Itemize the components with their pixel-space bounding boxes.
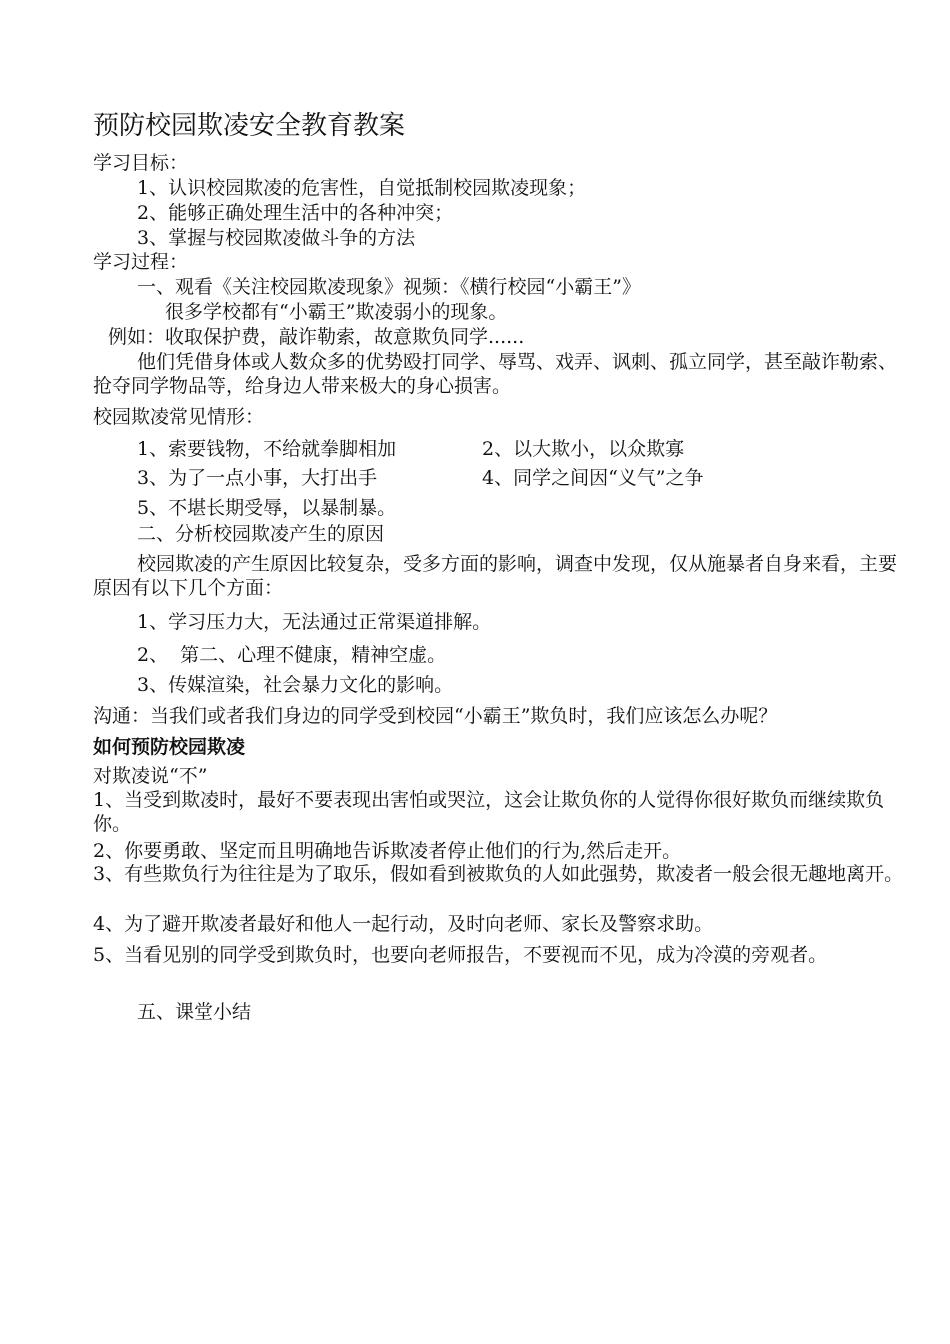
prevent-item: 2、你要勇敢、坚定而且明确地告诉欺凌者停止他们的行为,然后走开。 [93,840,682,862]
cause-item: 3、传媒渲染，社会暴力文化的影响。 [137,674,454,696]
prevent-subheading: 对欺凌说“不” [93,765,208,787]
prevent-item: 4、为了避开欺凌者最好和他人一起行动，及时向老师、家长及警察求助。 [93,913,714,935]
forms-heading: 校园欺凌常见情形： [93,406,265,428]
cause-item: 1、学习压力大，无法通过正常渠道排解。 [137,611,492,633]
form-item: 1、索要钱物，不给就拳脚相加 [137,438,397,460]
prevent-item: 5、当看见别的同学受到欺负时，也要向老师报告，不要视而不见，成为冷漠的旁观者。 [93,944,828,966]
document-title: 预防校园欺凌安全教育教案 [93,111,406,141]
harm-paragraph: 他们凭借身体或人数众多的优势殴打同学、辱骂、戏弄、讽刺、孤立同学，甚至敲诈勒索、抢夺同学物品等，给身边人带来极大的身心损害。 [93,351,898,397]
form-item: 4、同学之间因“义气”之争 [482,467,704,489]
prevent-heading: 如何预防校园欺凌 [93,736,246,758]
prevent-item: 3、有些欺负行为往往是为了取乐，假如看到被欺负的人如此强势，欺凌者一般会很无趣地离开。 [93,863,904,885]
cause-item: 2、 第二、心理不健康，精神空虚。 [137,644,447,666]
goal-item: 3、掌握与校园欺凌做斗争的方法 [137,227,416,249]
process-example: 例如：收取保护费，敲诈勒索，故意欺负同学...... [108,326,525,348]
goal-item: 1、认识校园欺凌的危害性，自觉抵制校园欺凌现象； [137,177,587,199]
goal-item: 2、能够正确处理生活中的各种冲突； [137,202,454,224]
process-step-1-note: 很多学校都有“小霸王”欺凌弱小的现象。 [165,301,508,323]
prevent-item: 1、当受到欺凌时，最好不要表现出害怕或哭泣，这会让欺负你的人觉得你很好欺负而继续欺负你。 [93,789,885,835]
forms-row-2 [137,466,950,490]
form-item: 3、为了一点小事，大打出手 [137,467,378,489]
process-step-1: 一、观看《关注校园欺凌现象》视频：《横行校园“小霸王”》 [137,276,641,298]
process-heading: 学习过程： [93,251,189,273]
form-item: 2、以大欺小，以众欺寡 [482,438,685,460]
summary-heading: 五、课堂小结 [137,1001,252,1023]
causes-heading: 二、分析校园欺凌产生的原因 [137,523,385,545]
form-item: 5、不堪长期受辱，以暴制暴。 [137,497,397,519]
causes-paragraph: 校园欺凌的产生原因比较复杂，受多方面的影响，调查中发现，仅从施暴者自身来看，主要原因有以下几个方面： [93,553,898,599]
goals-heading: 学习目标： [93,152,189,174]
discussion-prompt: 沟通：当我们或者我们身边的同学受到校园“小霸王”欺负时，我们应该怎么办呢？ [93,705,778,727]
forms-row-1 [137,437,950,461]
